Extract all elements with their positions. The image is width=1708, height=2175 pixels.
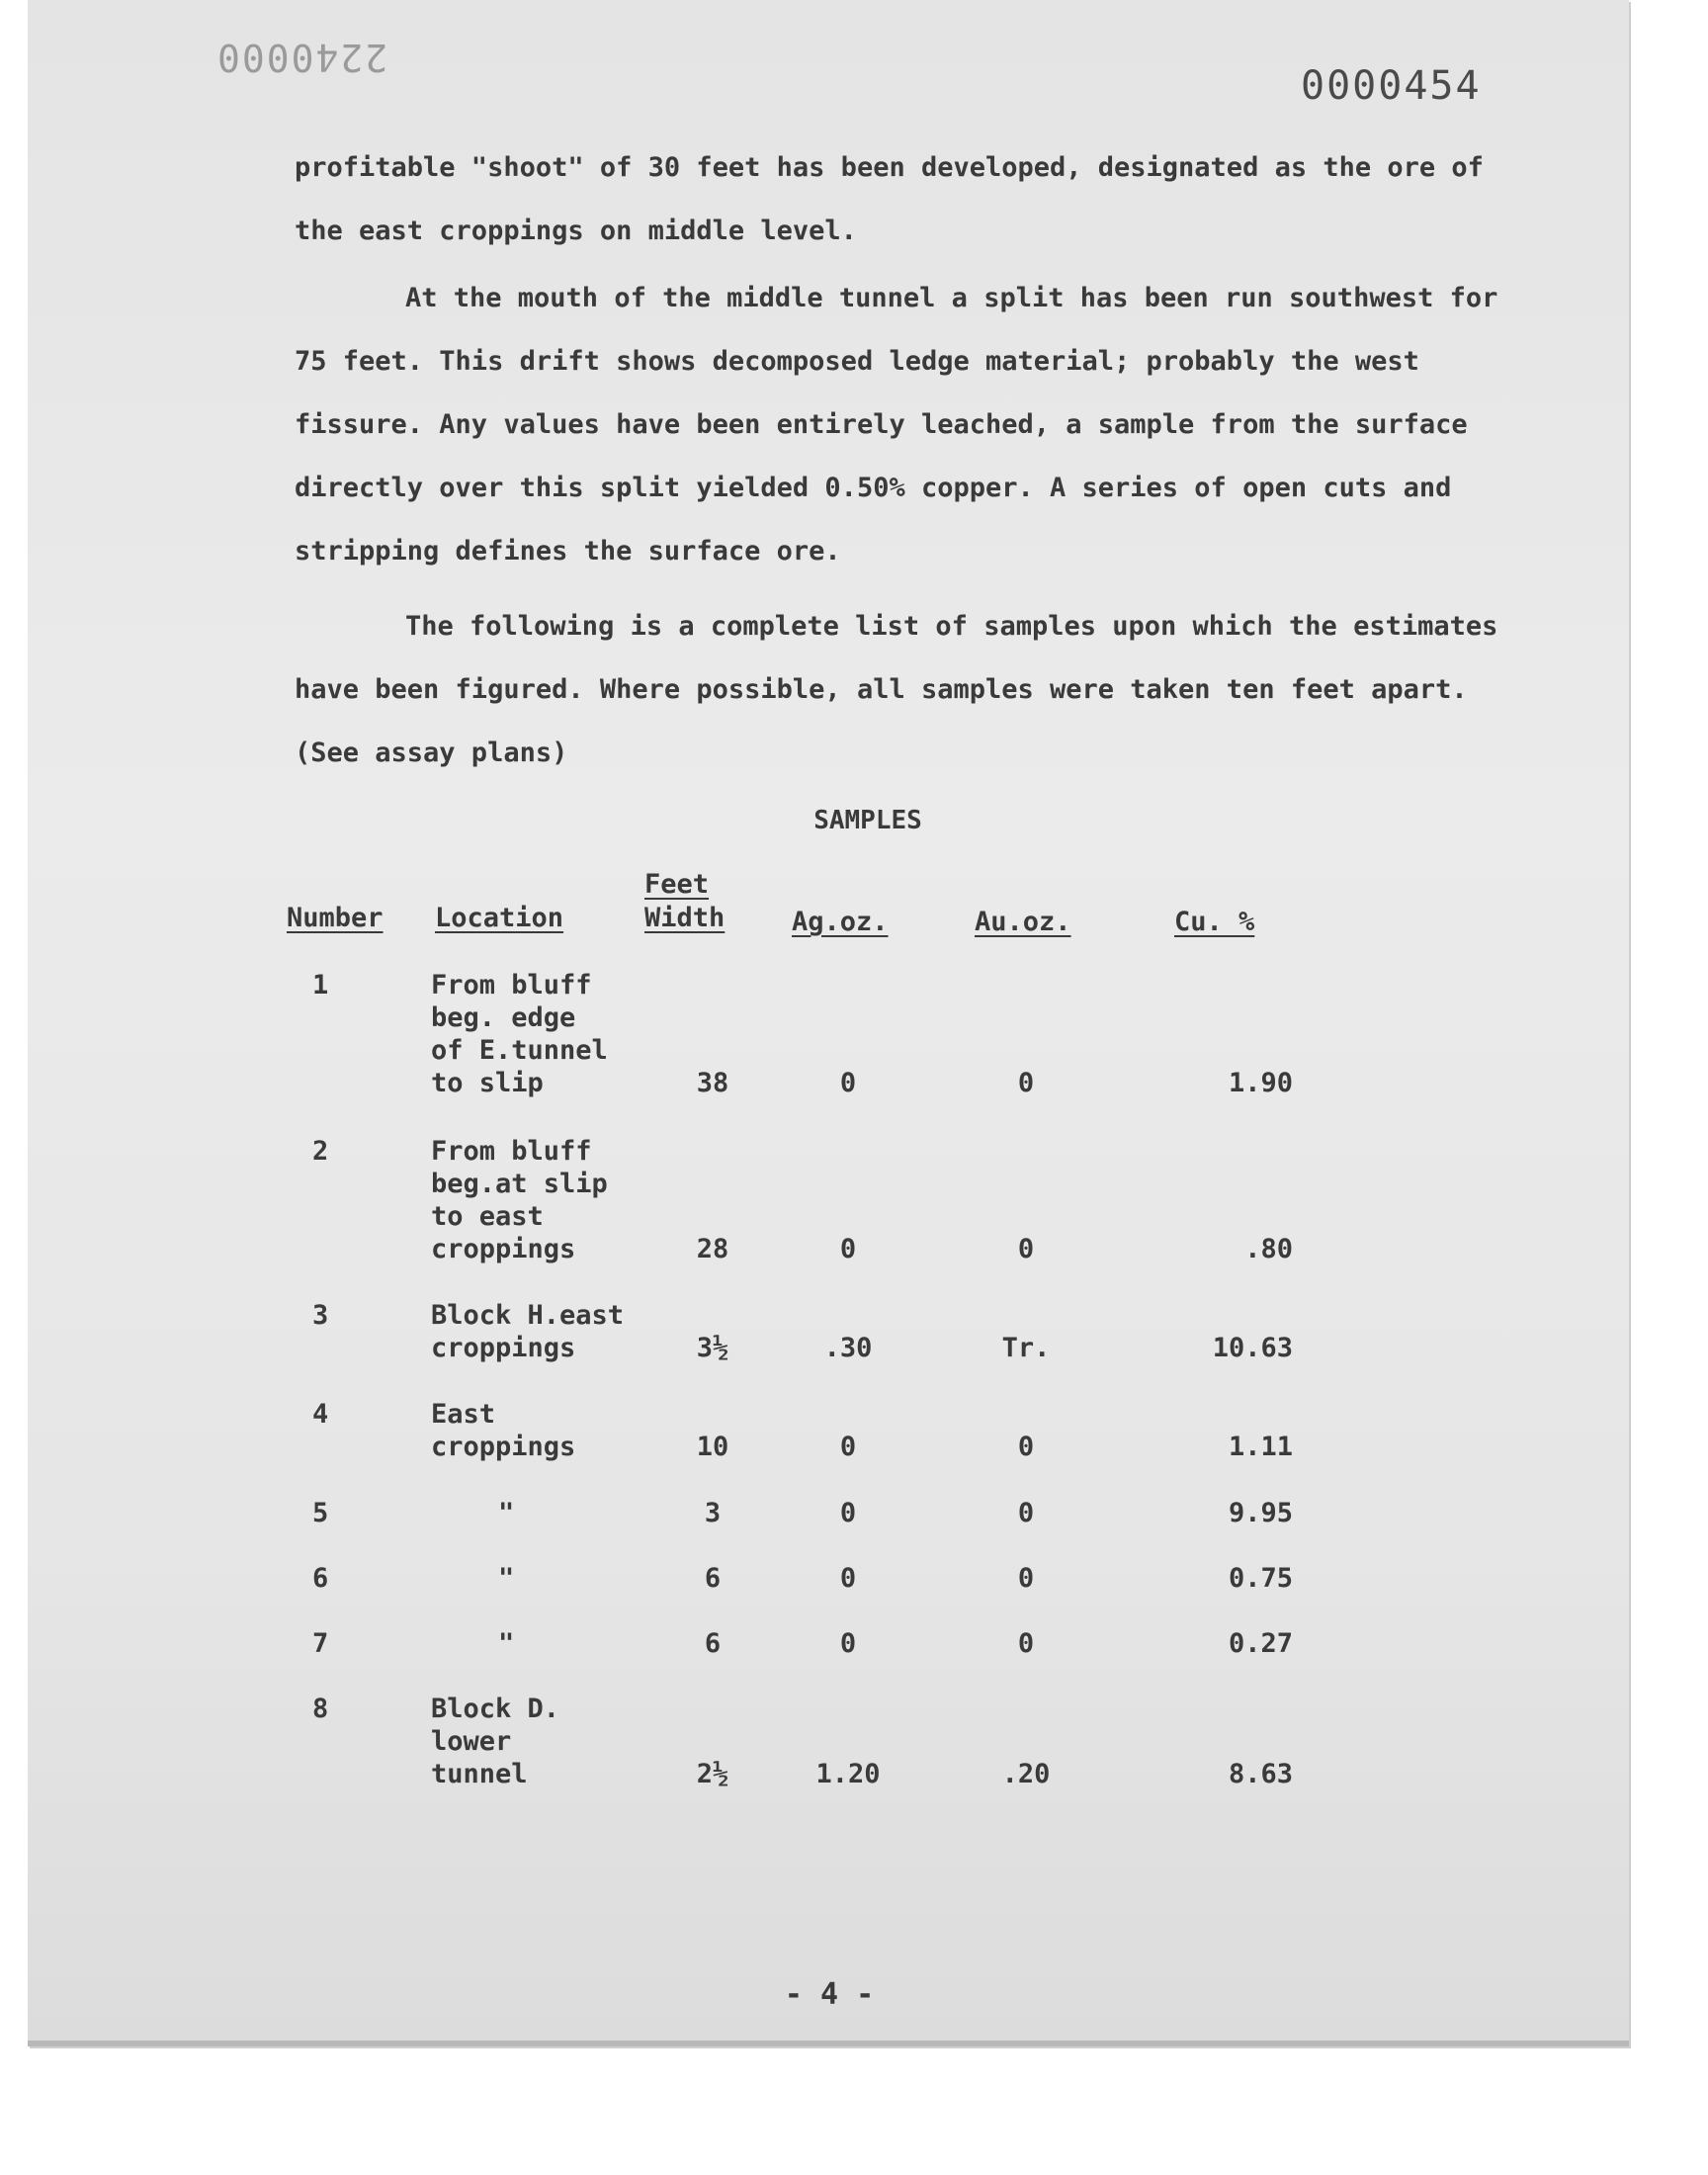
sample-au: Tr. — [1001, 1333, 1051, 1363]
sample-cu: 9.95 — [1228, 1498, 1293, 1528]
sample-location: " — [498, 1628, 515, 1659]
sample-ag: 0 — [839, 1498, 857, 1528]
sample-location: " — [498, 1498, 515, 1528]
sample-ag: 1.20 — [815, 1759, 881, 1789]
sample-width: 3½ — [696, 1333, 729, 1363]
sample-ag: 0 — [839, 1068, 857, 1098]
sample-ag: 0 — [839, 1432, 857, 1462]
sample-au: 0 — [1017, 1498, 1035, 1528]
header-location: Location — [435, 903, 564, 933]
paragraph-2: At the mouth of the middle tunnel a split has been run southwest for 75 feet. This drift shows decomposed ledge material; probably the west fissure. Any values have been entirely leached, a sample from the surface directly over this split yielded 0.50% copper. A series of open cuts and stripping defines the surface ore. — [295, 283, 1498, 566]
sample-cu: 8.63 — [1228, 1759, 1293, 1789]
sample-width: 10 — [696, 1432, 729, 1462]
sample-cu: 1.90 — [1228, 1068, 1293, 1098]
sample-ag: 0 — [839, 1628, 857, 1659]
sample-width: 3 — [704, 1498, 722, 1528]
sample-number: 2 — [312, 1136, 329, 1167]
sample-number: 1 — [312, 970, 329, 1000]
sample-number: 6 — [312, 1563, 329, 1594]
sample-number: 4 — [312, 1399, 329, 1430]
paragraph-1: profitable "shoot" of 30 feet has been developed, designated as the ore of the east croppings on middle level. — [295, 152, 1484, 246]
sample-width: 38 — [696, 1068, 729, 1098]
sample-number: 7 — [312, 1628, 329, 1659]
page-number: - 4 - — [784, 1977, 875, 2012]
header-number: Number — [287, 903, 384, 933]
header-feet-line1: Feet — [644, 869, 710, 900]
sample-location: From bluff beg. edge of E.tunnel to slip — [431, 970, 608, 1098]
sample-cu: .80 — [1244, 1234, 1293, 1264]
sample-ag: 0 — [839, 1563, 857, 1594]
document-stamp-top-left: 2240000 — [215, 36, 388, 79]
paragraph-3: The following is a complete list of samples upon which the estimates have been figured. Where possible, all samples were taken ten feet apart. (See assay plans) — [295, 611, 1498, 768]
sample-ag: 0 — [839, 1234, 857, 1264]
header-feet-width — [644, 868, 743, 935]
sample-cu: 0.75 — [1228, 1563, 1293, 1594]
sample-width: 2½ — [696, 1759, 729, 1789]
samples-title: SAMPLES — [813, 806, 922, 835]
sample-number: 8 — [312, 1694, 329, 1724]
sample-number: 5 — [312, 1498, 329, 1528]
sample-width: 6 — [704, 1563, 722, 1594]
header-au: Au.oz. — [975, 907, 1071, 937]
header-cu: Cu. % — [1174, 907, 1255, 937]
sample-au: 0 — [1017, 1234, 1035, 1264]
sample-cu: 0.27 — [1228, 1628, 1293, 1659]
sample-location: " — [498, 1563, 515, 1594]
document-stamp-top-right: 0000454 — [1301, 63, 1482, 109]
sample-location: Block H.east croppings — [431, 1300, 625, 1363]
sample-au: 0 — [1017, 1068, 1035, 1098]
sample-location: From bluff beg.at slip to east croppings — [431, 1136, 608, 1264]
sample-au: 0 — [1017, 1563, 1035, 1594]
sample-au: .20 — [1001, 1759, 1051, 1789]
header-feet-line2: Width — [644, 903, 726, 933]
sample-location: Block D. lower tunnel — [431, 1694, 560, 1789]
sample-cu: 1.11 — [1228, 1432, 1293, 1462]
sample-width: 6 — [704, 1628, 722, 1659]
document-page — [28, 0, 1629, 2046]
sample-ag: .30 — [823, 1333, 873, 1363]
sample-width: 28 — [696, 1234, 729, 1264]
sample-location: East croppings — [431, 1399, 576, 1462]
sample-number: 3 — [312, 1300, 329, 1331]
sample-au: 0 — [1017, 1432, 1035, 1462]
sample-cu: 10.63 — [1212, 1333, 1293, 1363]
sample-au: 0 — [1017, 1628, 1035, 1659]
header-ag: Ag.oz. — [792, 907, 889, 937]
